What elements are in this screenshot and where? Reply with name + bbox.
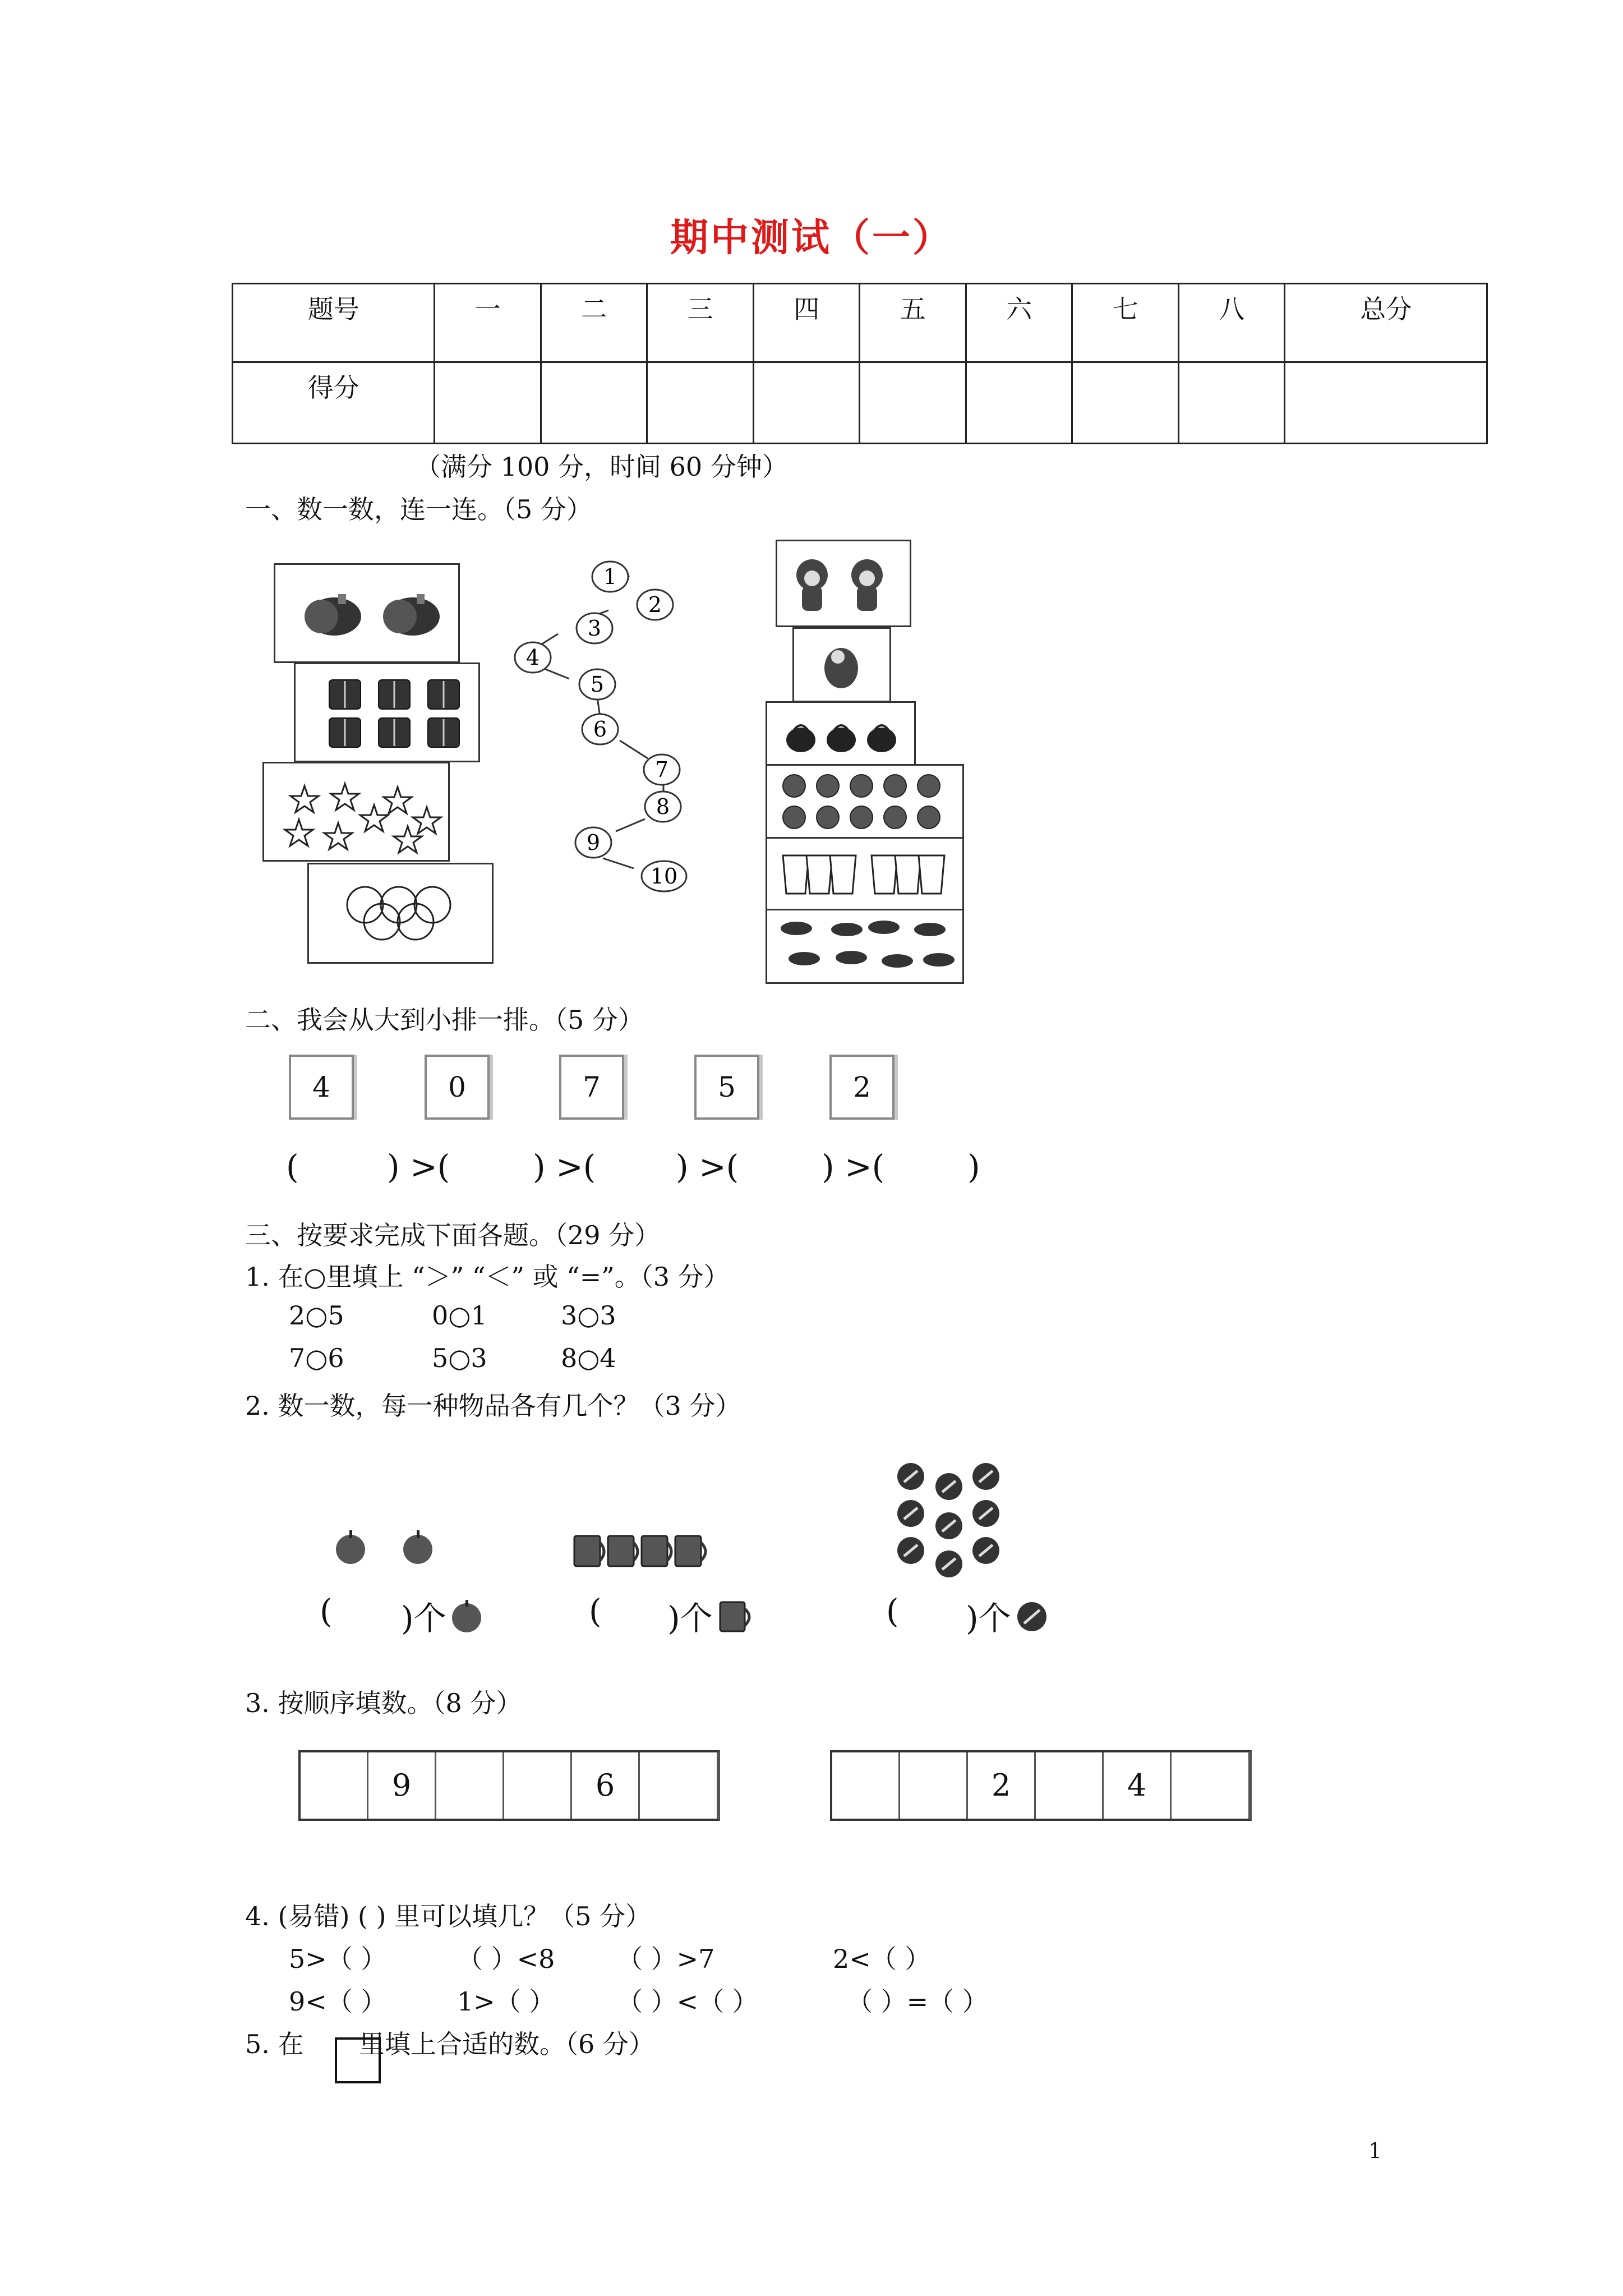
pepper-icon bbox=[275, 565, 458, 661]
balls-group bbox=[893, 1457, 1016, 1581]
chain-node-label: 1 bbox=[603, 564, 617, 589]
fill-item: （ ）<8 bbox=[457, 1944, 555, 1974]
section2-heading: 二、我会从大到小排一排。（5 分） bbox=[245, 1005, 644, 1035]
fill-item: 2<（ ） bbox=[833, 1944, 931, 1974]
fill-item: （ ）=（ ） bbox=[847, 1986, 988, 2017]
apple-icon bbox=[449, 1598, 485, 1635]
count-blank-open: ( bbox=[886, 1592, 899, 1630]
ball-icon bbox=[1015, 1600, 1050, 1635]
hats-picture[interactable] bbox=[766, 909, 964, 984]
q5-label-end: 里填上合适的数。（6 分） bbox=[359, 2029, 654, 2059]
number-card: 4 bbox=[289, 1055, 354, 1120]
chain-node-label: 3 bbox=[587, 616, 602, 641]
sweater-icon bbox=[296, 664, 478, 761]
fill-item: （ ）>7 bbox=[617, 1944, 715, 1974]
count-blank-close: )个 bbox=[667, 1599, 713, 1637]
chain-node-label: 4 bbox=[525, 645, 540, 670]
sequence-cell[interactable] bbox=[301, 1752, 368, 1819]
sweaters-picture[interactable] bbox=[294, 662, 480, 762]
table-cell: 四 bbox=[753, 284, 860, 362]
tomato-icon bbox=[767, 766, 962, 839]
chain-node-label: 2 bbox=[648, 592, 662, 617]
sequence-cell[interactable]: 6 bbox=[572, 1752, 640, 1819]
sequence-cell[interactable] bbox=[1172, 1752, 1238, 1819]
chain-node-label: 7 bbox=[654, 757, 669, 782]
compare-item: 0○1 bbox=[432, 1300, 487, 1331]
section1-heading: 一、数一数，连一连。（5 分） bbox=[245, 494, 592, 524]
number-card: 2 bbox=[829, 1055, 895, 1120]
table-cell: 五 bbox=[860, 284, 966, 362]
rings-picture[interactable] bbox=[307, 863, 494, 964]
score-cell[interactable] bbox=[860, 362, 966, 444]
table-cell: 总分 bbox=[1285, 284, 1487, 362]
bird-icon bbox=[794, 629, 889, 701]
score-cell[interactable] bbox=[541, 362, 647, 444]
tomatoes-picture[interactable] bbox=[766, 764, 964, 840]
count-blank-open: ( bbox=[589, 1592, 602, 1630]
compare-item: 8○4 bbox=[561, 1343, 616, 1373]
hat-icon bbox=[767, 910, 962, 982]
monkey-icon bbox=[777, 541, 910, 625]
compare-item: 2○5 bbox=[289, 1300, 344, 1331]
chain-node-label: 10 bbox=[650, 864, 678, 889]
fill-item: （ ）<（ ） bbox=[617, 1986, 758, 2017]
sequence-cell[interactable] bbox=[1036, 1752, 1104, 1819]
score-table-header-row bbox=[233, 284, 1487, 362]
score-cell[interactable] bbox=[1072, 362, 1179, 444]
table-cell: 六 bbox=[966, 284, 1072, 362]
score-cell[interactable] bbox=[966, 362, 1072, 444]
sequence-cell[interactable] bbox=[832, 1752, 900, 1819]
sequence-box-1 bbox=[298, 1750, 720, 1821]
number-card: 5 bbox=[694, 1055, 759, 1120]
page-number: 1 bbox=[1368, 2138, 1382, 2163]
score-table bbox=[232, 283, 1488, 444]
chain-node-label: 9 bbox=[586, 830, 601, 855]
q4-label: 4. (易错) ( ) 里可以填几？（5 分） bbox=[245, 1901, 652, 1931]
count-blank-close: )个 bbox=[401, 1599, 446, 1637]
section3-heading: 三、按要求完成下面各题。（29 分） bbox=[245, 1220, 661, 1250]
sequence-cell[interactable]: 4 bbox=[1104, 1752, 1172, 1819]
count-blank-close: )个 bbox=[966, 1599, 1011, 1637]
sequence-cell[interactable] bbox=[504, 1752, 572, 1819]
q5-label-start: 5. 在 bbox=[245, 2029, 304, 2059]
score-cell[interactable] bbox=[647, 362, 754, 444]
order-blank: ) >( bbox=[676, 1148, 739, 1186]
q1-label: 1. 在○里填上 “＞” “＜” 或 “=”。（3 分） bbox=[245, 1262, 730, 1292]
bag-icon bbox=[767, 703, 914, 766]
number-card: 7 bbox=[559, 1055, 624, 1120]
order-blank: ) >( bbox=[822, 1148, 885, 1186]
exam-note: （满分 100 分，时间 60 分钟） bbox=[415, 452, 788, 482]
stars-picture[interactable] bbox=[262, 762, 450, 862]
compare-item: 7○6 bbox=[289, 1343, 344, 1373]
compare-item: 3○3 bbox=[561, 1300, 616, 1331]
score-cell[interactable] bbox=[1178, 362, 1285, 444]
score-table-score-row bbox=[233, 362, 1487, 444]
sequence-box-2 bbox=[830, 1750, 1252, 1821]
score-cell[interactable] bbox=[1285, 362, 1487, 444]
peppers-picture[interactable] bbox=[274, 563, 460, 663]
chain-node-label: 6 bbox=[593, 717, 607, 742]
sequence-cell[interactable]: 2 bbox=[968, 1752, 1036, 1819]
q2-label: 2. 数一数，每一种物品各有几个？（3 分） bbox=[245, 1391, 741, 1421]
cup-icon bbox=[767, 839, 962, 910]
q3-label: 3. 按顺序填数。（8 分） bbox=[245, 1688, 522, 1718]
number-card: 0 bbox=[425, 1055, 490, 1120]
order-blank: ) >( bbox=[387, 1148, 450, 1186]
star-icon bbox=[264, 763, 448, 860]
mug-icon bbox=[718, 1600, 755, 1634]
table-cell: 三 bbox=[647, 284, 754, 362]
apples-group bbox=[331, 1526, 443, 1571]
chain-node-label: 5 bbox=[590, 672, 605, 697]
sequence-cell[interactable] bbox=[900, 1752, 968, 1819]
number-chain bbox=[505, 550, 707, 954]
olympic-rings-icon bbox=[309, 864, 492, 962]
table-cell: 八 bbox=[1178, 284, 1285, 362]
sequence-cell[interactable] bbox=[436, 1752, 504, 1819]
chain-node-label: 8 bbox=[656, 794, 670, 819]
order-blank: ( bbox=[286, 1148, 299, 1186]
sequence-cell[interactable] bbox=[640, 1752, 706, 1819]
page-title: 期中测试（一） bbox=[670, 215, 953, 260]
score-cell[interactable] bbox=[753, 362, 860, 444]
table-cell: 得分 bbox=[233, 362, 435, 444]
order-blank: ) bbox=[967, 1148, 980, 1186]
order-blank: ) >( bbox=[533, 1148, 596, 1186]
table-cell: 一 bbox=[435, 284, 541, 362]
fill-item: 9<（ ） bbox=[289, 1986, 387, 2017]
score-cell[interactable] bbox=[435, 362, 541, 444]
monkeys-picture[interactable] bbox=[776, 540, 911, 627]
fill-item: 5>（ ） bbox=[289, 1944, 387, 1974]
table-cell: 题号 bbox=[233, 284, 435, 362]
bags-picture[interactable] bbox=[766, 701, 916, 767]
compare-item: 5○3 bbox=[432, 1343, 487, 1373]
mugs-group bbox=[571, 1529, 728, 1574]
cups-picture[interactable] bbox=[766, 837, 964, 912]
bird-picture[interactable] bbox=[792, 627, 891, 702]
sequence-cell[interactable]: 9 bbox=[368, 1752, 436, 1819]
table-cell: 七 bbox=[1072, 284, 1179, 362]
fill-item: 1>（ ） bbox=[457, 1986, 555, 2017]
table-cell: 二 bbox=[541, 284, 647, 362]
count-blank-open: ( bbox=[320, 1592, 333, 1630]
